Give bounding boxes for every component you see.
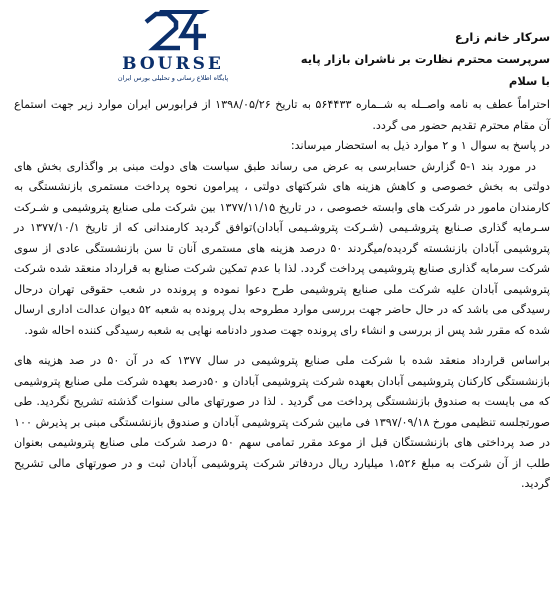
recipient-title: سرپرست محترم نظارت بر ناشران بازار پایه bbox=[300, 52, 550, 66]
recipient-name: سرکار خانم زارع bbox=[454, 30, 550, 44]
greeting: با سلام bbox=[508, 74, 550, 88]
logo-24-mark-icon bbox=[98, 6, 248, 56]
paragraph-gap bbox=[14, 341, 550, 351]
paragraph-audit-item: در مورد بند ۱-۵ گزارش حسابرسی به عرض می رساند طبق سیاست های دولت مبنی بر واگذاری بخش های دولتی به بخش خصوصی و کاهش هزینه های شرکتهای دولتی ، پیرامون نحوه پرداخت مستمری بازنشستگی به کارمندان مامور در شرکت های وابسته خصوصی ، در تاریخ ۱۳۷۷/۱۱/۱۵ بین شرکت ملی صنایع پتروشیمی و شـرکت سـرمایه گذاری صـنایع پتروشـیمی (شـرکت پتروشـیمی آبادان)توافق گردید کارمندانی که از تاریخ ۱۳۷۷/۱۰/۱ در پتروشیمی آبادان بازنشسته گردیده/میگردند ۵۰ درصد هزینه های مستمری آنان تا سن بازنشستگی عادی از سوی شرکت سرمایه گذاری صنایع پتروشیمی پرداخت گردد. لذا با عدم تمکین شرکت صنایع به قرارداد منعقد شده شرکت پتروشیمی آبادان علیه شرکت ملی صنایع پتروشیمی طرح دعوا نموده و پرونده در شعب حقوقی تهران درحال رسیدگی می باشد که در حال حاضر جهت بررسی موارد مطروحه بدل پرونده به شعبه ۵۲ دیوان عدالت اداری ارسال شده که مقرر شد پس از بررسی و انشاء رای پرونده جهت صدور دادنامه نهایی به شعبه رسیدگی کننده احاله شود. bbox=[14, 159, 551, 337]
paragraph-contract: براساس قرارداد منعقد شده با شرکت ملی صنایع پتروشیمی در سال ۱۳۷۷ که در آن ۵۰ در صد هزینه های بازنشستگی کارکنان پتروشیمی آبادان بعهده شرکت پتروشیمی آبادان و ۵۰درصد بعهده شرکت ملی صنایع پتروشیمی که می بایست به صندوق بازنشستگی پرداخت می گردید . لذا در صورتهای مالی سنوات گذشته تشریح نگردید. طی صورتجلسه تنظیمی مورخ ۱۳۹۷/۰۹/۱۸ فی مابین شرکت پتروشیمی آبادان و صندوق بازنشستگی مبنی بر پذیرش ۱۰۰ در صد پرداختی های بازنشستگان قبل از موعد مقرر تمامی سهم ۵۰ درصد شرکت ملی صنایع پتروشیمی بعنوان طلب از آن شرکت به مبلغ ۱،۵۲۶ میلیارد ریال دردفاتر شرکت پتروشیمی آبادان ثبت و در صورتهای مالی تشریح گردید. bbox=[14, 354, 550, 490]
logo-wordmark: BOURSE bbox=[122, 54, 224, 74]
answer-intro: در پاسخ به سوال ۱ و ۲ موارد ذیل به استحضار میرساند: bbox=[290, 139, 550, 152]
letter-body bbox=[14, 95, 550, 495]
logo-tagline: پایگاه اطلاع رسانی و تحلیلی بورس ایران bbox=[117, 74, 229, 82]
intro-paragraph: احتراماً عطف به نامه واصــله به شــماره ۵۶۴۴۳۳ به تاریخ ۱۳۹۸/۰۵/۲۶ از فرابورس ایران موارد زیر جهت استماع آن مقام محترم تقدیم حضور می گردد. bbox=[14, 98, 550, 132]
bourse-logo bbox=[98, 6, 248, 86]
